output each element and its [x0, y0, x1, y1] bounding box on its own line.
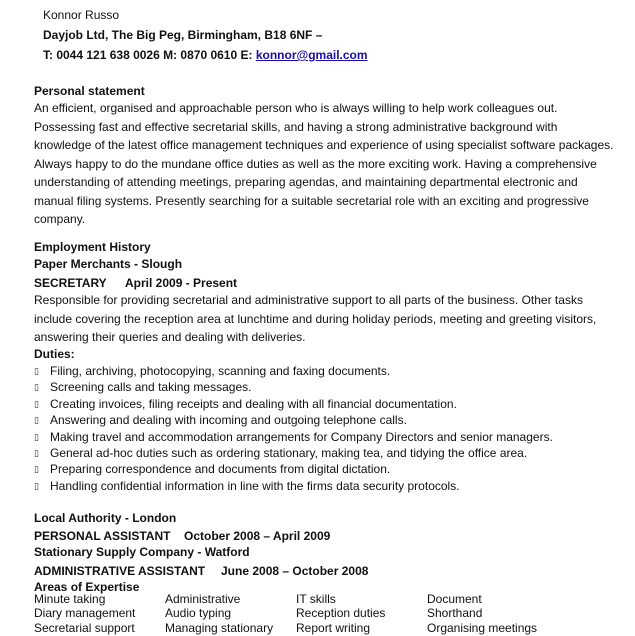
- expertise-item: Reception duties: [296, 606, 386, 620]
- role-2-title: PERSONAL ASSISTANT: [34, 529, 171, 543]
- expertise-item: Minute taking: [34, 592, 106, 606]
- duties-heading: Duties:: [34, 347, 75, 361]
- role-2-dates: October 2008 – April 2009: [184, 529, 331, 543]
- personal-statement-body: An efficient, organised and approachable person who is always willing to help work colleagues out. Possessing fast and effective secretarial skills, and having a strong administrative background with knowledge of the latest office management techniques and experience of using specialist software packages. Always happy to do the mundane office duties as well as the more exciting work. Having a comprehensive understanding of attending meetings, preparing agendas, and maintaining departmental electronic and manual filing systems. Presently searching for a suitable secretarial role with an exciting and progressive company.: [34, 101, 614, 226]
- list-item: ▯ Handling confidential information in line with the firms data security protocols.: [34, 478, 460, 493]
- employer-3: Stationary Supply Company - Watford: [34, 545, 250, 559]
- expertise-item: Report writing: [296, 621, 371, 635]
- expertise-heading: Areas of Expertise: [34, 580, 140, 594]
- role-3-dates: June 2008 – October 2008: [221, 564, 369, 578]
- bullet-icon: ▯: [34, 398, 39, 409]
- expertise-item: Administrative: [165, 592, 241, 606]
- bullet-icon: ▯: [34, 480, 39, 491]
- list-item: ▯ Filing, archiving, photocopying, scanning and faxing documents.: [34, 364, 391, 378]
- expertise-item: Secretarial support: [34, 621, 135, 635]
- personal-statement-heading: Personal statement: [34, 84, 145, 98]
- bullet-icon: ▯: [34, 431, 39, 442]
- duties-list: [34, 363, 553, 494]
- bullet-icon: ▯: [34, 415, 39, 426]
- phone-numbers: T: 0044 121 638 0026 M: 0870 0610 E:: [43, 48, 253, 62]
- expertise-item: Shorthand: [427, 606, 483, 620]
- expertise-item: Audio typing: [165, 606, 232, 620]
- role-3-title: ADMINISTRATIVE ASSISTANT: [34, 564, 206, 578]
- bullet-icon: ▯: [34, 366, 39, 376]
- role-1-description: Responsible for providing secretarial and administrative support to all parts of the business. Other tasks include covering the reception area at lunchtime and during holiday periods, meeting and greeting visitors, answering their queries and dealing with deliveries.: [34, 293, 597, 344]
- expertise-item: Organising meetings: [427, 621, 538, 635]
- list-item: ▯ General ad-hoc duties such as ordering stationary, making tea, and tidying the office area.: [34, 445, 528, 460]
- bullet-icon: ▯: [34, 382, 39, 393]
- expertise-item: Managing stationary: [165, 621, 274, 635]
- list-item: ▯ Making travel and accommodation arrangements for Company Directors and senior managers.: [34, 429, 553, 444]
- expertise-item: IT skills: [296, 592, 336, 606]
- list-item: ▯ Preparing correspondence and documents from digital dictation.: [34, 462, 391, 477]
- bullet-icon: ▯: [34, 464, 39, 475]
- candidate-name: Konnor Russo: [43, 8, 120, 22]
- list-item: ▯ Answering and dealing with incoming and outgoing telephone calls.: [34, 413, 407, 428]
- list-item: ▯ Screening calls and taking messages.: [34, 380, 252, 395]
- role-1-dates: April 2009 - Present: [125, 276, 238, 290]
- contact-line: [43, 48, 368, 62]
- employer-2: Local Authority - London: [34, 511, 177, 525]
- address-line: Dayjob Ltd, The Big Peg, Birmingham, B18 6NF –: [43, 28, 323, 42]
- employment-heading: Employment History: [34, 240, 151, 254]
- role-1-title: SECRETARY: [34, 276, 107, 290]
- list-item: ▯ Creating invoices, filing receipts and dealing with all financial documentation.: [34, 396, 457, 411]
- email-link[interactable]: konnor@gmail.com: [255, 48, 368, 62]
- expertise-item: Diary management: [34, 606, 136, 620]
- bullet-icon: ▯: [34, 447, 39, 458]
- employer-1: Paper Merchants - Slough: [34, 257, 183, 271]
- expertise-item: Document: [427, 592, 482, 606]
